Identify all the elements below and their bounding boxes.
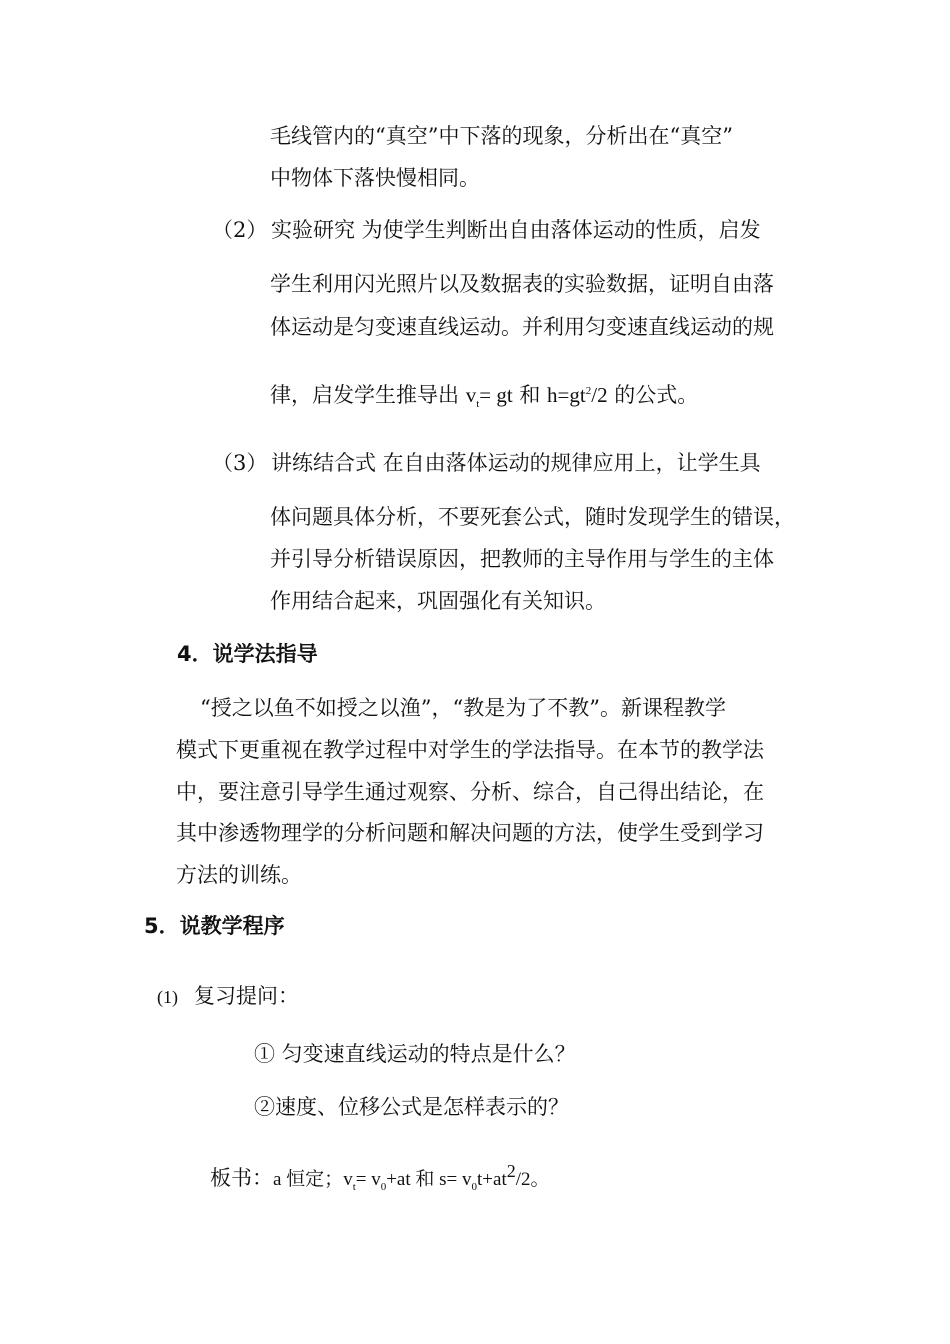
board-zero-subscript: 0 <box>380 1181 387 1194</box>
board-square: 2 <box>506 1161 516 1181</box>
formula-v: v <box>465 383 477 407</box>
item1-line2: 中物体下落快慢相同。 <box>270 166 480 190</box>
item3-line4: 作用结合起来，巩固强化有关知识。 <box>270 589 606 613</box>
item2-line4-tail: 的公式。 <box>607 383 699 407</box>
board-eq-b: +at 和 s= v <box>386 1169 472 1190</box>
section4-para-line4: 其中渗透物理学的分析问题和解决问题的方法，使学生受到学习 <box>176 821 764 845</box>
item2-marker: （2） <box>212 218 268 242</box>
item2-line3: 体运动是匀变速直线运动。并利用匀变速直线运动的规 <box>270 315 774 339</box>
board-eq-d: /2。 <box>515 1169 550 1190</box>
formula-h-tail: /2 <box>591 383 608 407</box>
section5-sub-title: 复习提问： <box>194 984 299 1008</box>
section4-para-line5: 方法的训练。 <box>176 863 302 887</box>
item2-line4 <box>270 381 698 409</box>
board-eq-c: t+at <box>477 1169 507 1190</box>
formula-h: h=gt <box>547 383 586 407</box>
board-zero-subscript-2: 0 <box>471 1181 478 1194</box>
formula-vt-eq: = gt <box>479 383 513 407</box>
formula-and: 和 <box>512 383 548 407</box>
item3-marker: （3） <box>212 451 268 475</box>
board-a-constant: a 恒定； <box>273 1169 344 1190</box>
review-question-1: ① 匀变速直线运动的特点是什么？ <box>254 1042 576 1066</box>
board-label: 板书： <box>210 1166 273 1190</box>
section5-heading: 5．说教学程序 <box>144 914 285 938</box>
review-question-2: ②速度、位移公式是怎样表示的？ <box>254 1095 569 1119</box>
item2-line1: 实验研究 为使学生判断出自由落体运动的性质，启发 <box>271 218 761 242</box>
item3-line3: 并引导分析错误原因，把教师的主导作用与学生的主体 <box>270 547 774 571</box>
board-t-subscript: t <box>352 1181 356 1194</box>
item2-line4-text: 律，启发学生推导出 <box>270 383 466 407</box>
board-v: v <box>343 1169 353 1190</box>
formula-t-subscript: t <box>476 398 480 411</box>
section4-para-line1: “授之以鱼不如授之以渔”，“教是为了不教”。新课程教学 <box>200 696 726 720</box>
section5-sub-marker: (1) <box>157 987 178 1007</box>
board-eq-a: = v <box>355 1169 381 1190</box>
section4-heading: 4．说学法指导 <box>177 642 318 666</box>
item3-line2: 体问题具体分析，不要死套公式，随时发现学生的错误， <box>270 505 795 529</box>
item2-line2: 学生利用闪光照片以及数据表的实验数据，证明自由落 <box>270 272 774 296</box>
item1-line1: 毛线管内的“真空”中下落的现象，分析出在“真空” <box>270 124 733 148</box>
item3-line1: 讲练结合式 在自由落体运动的规律应用上，让学生具 <box>271 451 761 475</box>
section4-para-line3: 中，要注意引导学生通过观察、分析、综合，自己得出结论，在 <box>176 780 764 804</box>
board-note <box>210 1161 550 1194</box>
section4-para-line2: 模式下更重视在教学过程中对学生的学法指导。在本节的教学法 <box>176 738 764 762</box>
formula-square: 2 <box>585 385 592 397</box>
